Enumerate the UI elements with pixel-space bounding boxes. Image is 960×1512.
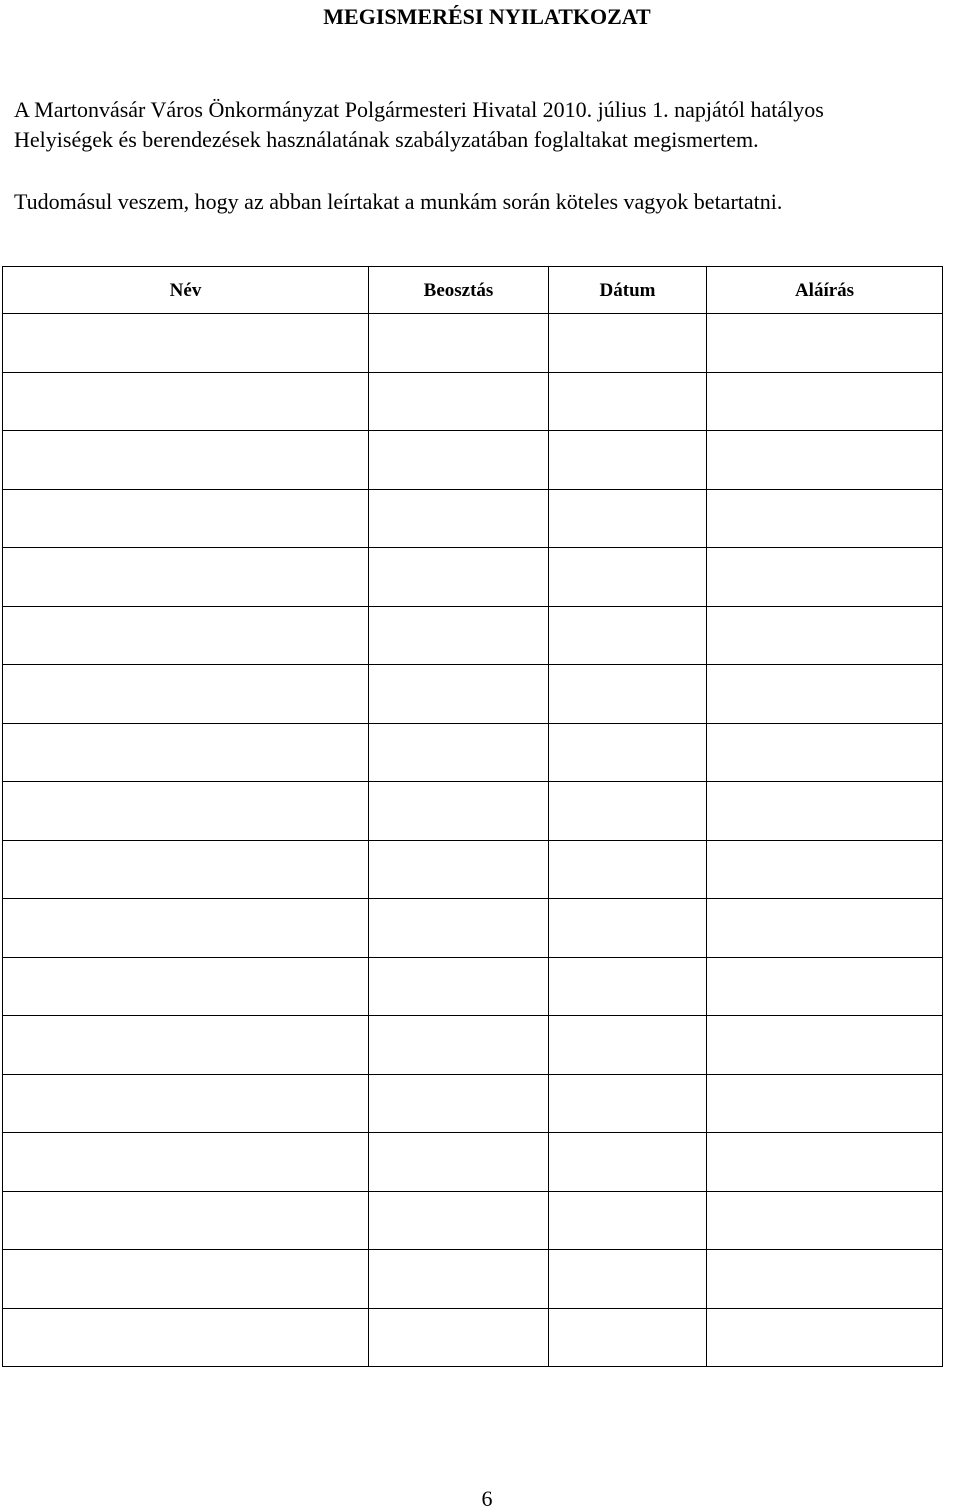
cell-signature [707,1250,943,1309]
cell-date [549,372,707,431]
table-row [3,665,943,724]
cell-position [369,957,549,1016]
table-row [3,782,943,841]
table-row [3,1016,943,1075]
cell-position [369,548,549,607]
cell-date [549,782,707,841]
cell-name [3,1191,369,1250]
cell-date [549,606,707,665]
cell-name [3,1308,369,1367]
cell-date [549,431,707,490]
cell-position [369,840,549,899]
cell-name [3,1074,369,1133]
cell-date [549,1016,707,1075]
cell-signature [707,606,943,665]
table-body [3,314,943,1367]
cell-signature [707,1074,943,1133]
header-name: Név [3,267,369,314]
header-signature: Aláírás [707,267,943,314]
cell-name [3,489,369,548]
cell-position [369,1133,549,1192]
cell-position [369,723,549,782]
table-row [3,372,943,431]
cell-name [3,1133,369,1192]
cell-signature [707,1308,943,1367]
intro-paragraph-line-1: A Martonvásár Város Önkormányzat Polgármesteri Hivatal 2010. július 1. napjától hatályos [14,97,824,122]
cell-signature [707,723,943,782]
table-row [3,314,943,373]
table-row [3,957,943,1016]
header-date: Dátum [549,267,707,314]
cell-position [369,782,549,841]
cell-name [3,957,369,1016]
cell-position [369,314,549,373]
cell-date [549,314,707,373]
cell-signature [707,1191,943,1250]
cell-date [549,899,707,958]
cell-signature [707,665,943,724]
cell-position [369,665,549,724]
cell-name [3,314,369,373]
cell-signature [707,782,943,841]
cell-position [369,1191,549,1250]
cell-name [3,431,369,490]
cell-date [549,1133,707,1192]
cell-name [3,665,369,724]
cell-name [3,840,369,899]
cell-date [549,1191,707,1250]
signature-table [2,266,943,1367]
cell-date [549,1308,707,1367]
table-row [3,1191,943,1250]
cell-name [3,372,369,431]
cell-name [3,548,369,607]
cell-position [369,1016,549,1075]
cell-position [369,489,549,548]
cell-position [369,1074,549,1133]
cell-position [369,606,549,665]
table-row [3,899,943,958]
cell-signature [707,899,943,958]
cell-signature [707,548,943,607]
table-row [3,1074,943,1133]
table-row [3,1308,943,1367]
cell-name [3,1250,369,1309]
header-position: Beosztás [369,267,549,314]
table-row [3,1133,943,1192]
cell-date [549,723,707,782]
cell-name [3,723,369,782]
table-row [3,840,943,899]
cell-position [369,1250,549,1309]
table-row [3,548,943,607]
cell-date [549,1250,707,1309]
table-row [3,606,943,665]
cell-signature [707,314,943,373]
cell-signature [707,489,943,548]
page-number: 6 [481,1486,493,1511]
table-row [3,1250,943,1309]
cell-position [369,899,549,958]
cell-date [549,1074,707,1133]
cell-signature [707,1133,943,1192]
cell-signature [707,1016,943,1075]
cell-date [549,548,707,607]
cell-date [549,840,707,899]
intro-paragraph-line-2: Helyiségek és berendezések használatának szabályzatában foglaltakat megismertem. [14,127,759,152]
table-header-row [3,267,943,314]
cell-date [549,665,707,724]
cell-signature [707,431,943,490]
cell-date [549,489,707,548]
cell-signature [707,372,943,431]
table-row [3,723,943,782]
cell-signature [707,840,943,899]
cell-position [369,431,549,490]
cell-name [3,899,369,958]
table-row [3,431,943,490]
cell-name [3,1016,369,1075]
acknowledgement-paragraph: Tudomásul veszem, hogy az abban leírtakat a munkám során köteles vagyok betartatni. [14,189,783,214]
cell-position [369,1308,549,1367]
cell-position [369,372,549,431]
cell-date [549,957,707,1016]
cell-signature [707,957,943,1016]
cell-name [3,606,369,665]
table-row [3,489,943,548]
document-title: MEGISMERÉSI NYILATKOZAT [323,4,651,29]
cell-name [3,782,369,841]
